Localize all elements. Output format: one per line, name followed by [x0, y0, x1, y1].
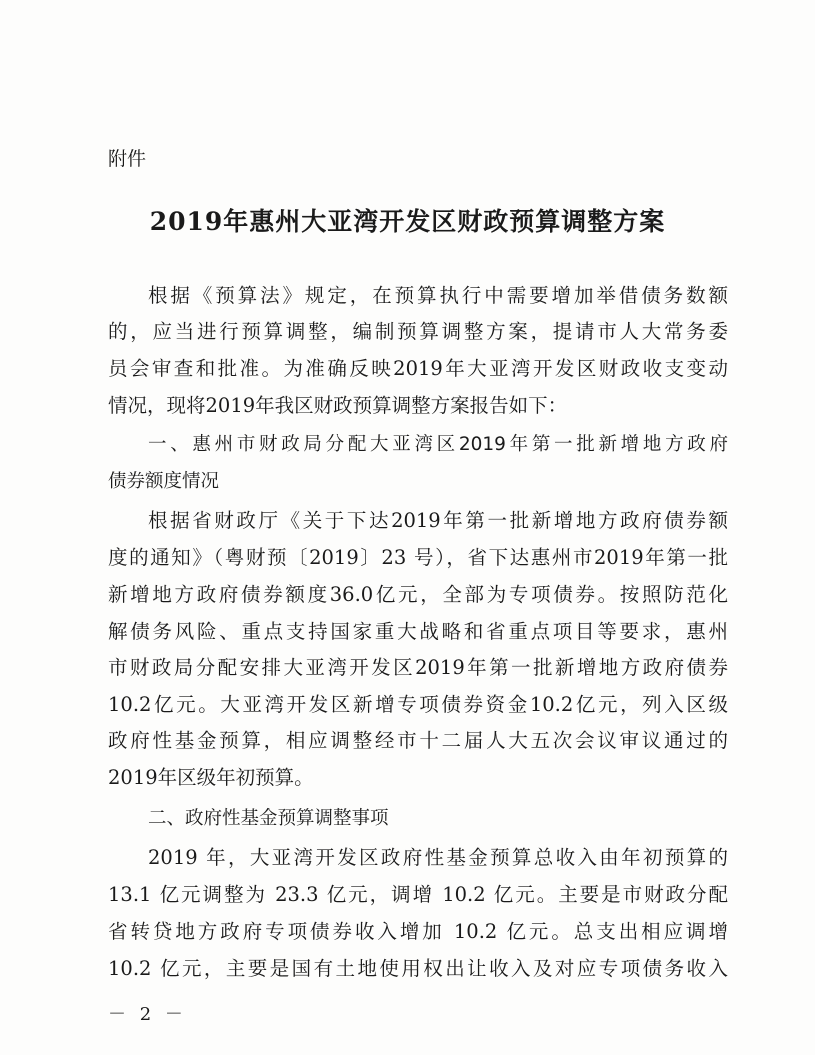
intro-line: 员会审查和批准。为准确反映2019年大亚湾开发区财政收支变动	[108, 357, 728, 380]
intro-line: 的，应当进行预算调整，编制预算调整方案，提请市人大常务委	[108, 320, 728, 343]
section-body-line: 2019年区级年初预算。	[108, 766, 314, 789]
page-number: － 2 －	[108, 1004, 187, 1025]
section-body-line: 解债务风险、重点支持国家重大战略和省重点项目等要求，惠州	[108, 620, 728, 643]
section-heading: 二、政府性基金预算调整事项	[148, 808, 389, 829]
section-body-line: 新增地方政府债券额度36.0亿元，全部为专项债券。按照防范化	[108, 583, 728, 606]
section-body-line: 10.2 亿元，主要是国有土地使用权出让收入及对应专项债务收入	[108, 957, 728, 980]
section-body-line: 2019 年，大亚湾开发区政府性基金预算总收入由年初预算的	[148, 846, 728, 869]
section-body-line: 政府性基金预算，相应调整经市十二届人大五次会议审议通过的	[108, 729, 728, 752]
section-body-line: 省转贷地方政府专项债券收入增加 10.2 亿元。总支出相应调增	[108, 920, 728, 943]
section-heading: 一、惠州市财政局分配大亚湾区2019年第一批新增地方政府	[148, 434, 728, 455]
section-body-line: 市财政局分配安排大亚湾开发区2019年第一批新增地方政府债券	[108, 656, 728, 679]
section-heading: 债券额度情况	[108, 471, 220, 492]
section-body-line: 根据省财政厅《关于下达2019年第一批新增地方政府债券额	[148, 509, 728, 532]
intro-line: 根据《预算法》规定，在预算执行中需要增加举借债务数额	[148, 284, 728, 307]
section-body-line: 度的通知》（粤财预〔2019〕23 号），省下达惠州市2019年第一批	[108, 546, 728, 569]
intro-line: 情况，现将2019年我区财政预算调整方案报告如下：	[108, 394, 568, 417]
attachment-label: 附件	[108, 148, 147, 170]
section-body-line: 13.1 亿元调整为 23.3 亿元，调增 10.2 亿元。主要是市财政分配	[108, 883, 728, 906]
document-title: 2019年惠州大亚湾开发区财政预算调整方案	[149, 207, 666, 236]
section-body-line: 10.2亿元。大亚湾开发区新增专项债券资金10.2亿元，列入区级	[108, 693, 728, 716]
